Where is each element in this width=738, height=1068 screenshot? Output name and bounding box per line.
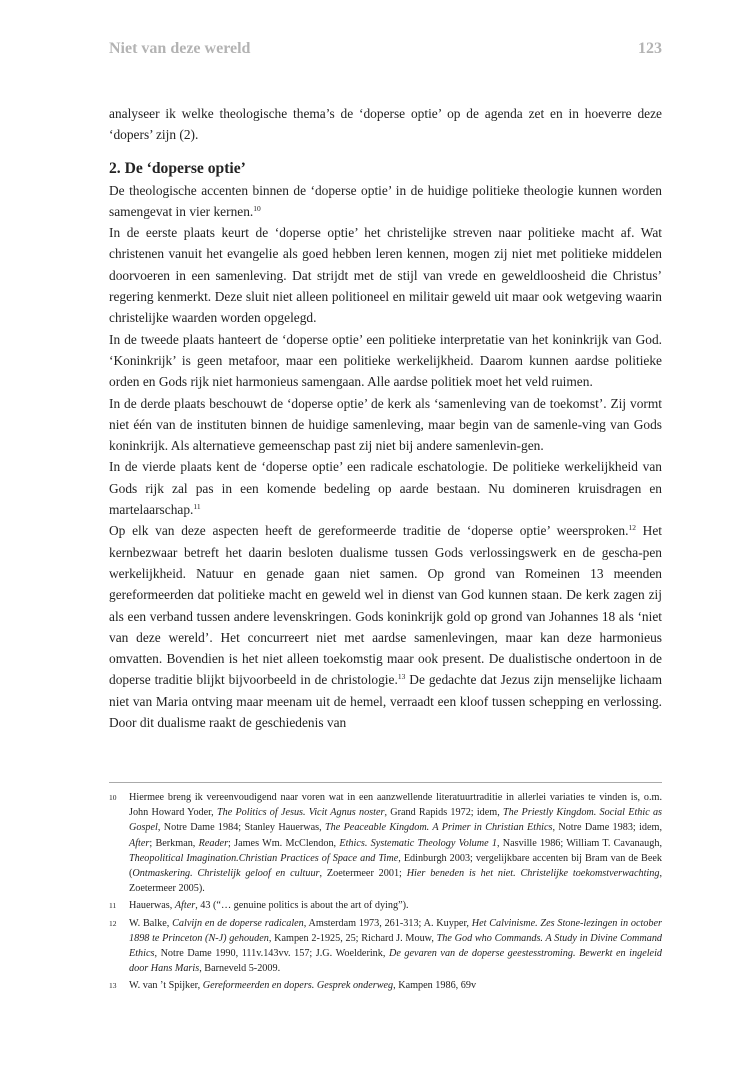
paragraph-1-text: De theologische accenten binnen de ‘doperse optie’ in de huidige politieke theologie kunnen worden samengevat in vier kernen.: [109, 182, 662, 219]
paragraph-6-text-b: Het kernbezwaar betreft het daarin besloten dualisme tussen Gods verlossingswerk en de gescha-pen werkelijkheid. Natuur en genade gaan niet samen. Op grond van Romeinen 13 meenden gereformeerden dat politieke macht en geweld wel in dienst van God kunnen staan. De kerk zagen zij als een verband tussen andere levenskringen. Gods koninkrijk gold op grond van Johannes 18 als ‘niet van deze wereld’. Het concurreert niet met aardse samenlevingen, maar kan deze harmonieus omvatten. Bovendien is het niet alleen toekomstig maar ook present. De dualistische ondertoon in de doperse traditie blijkt bijvoorbeeld in de christologie.: [109, 523, 662, 688]
footnote-divider: [109, 782, 662, 783]
footnote-number: 12: [109, 918, 117, 928]
footnote-number: 13: [109, 981, 117, 991]
footnote-text: W. van ’t Spijker,: [129, 980, 203, 992]
footnote-number: 10: [109, 793, 117, 802]
book-title: The God who Commands. A Study in Divine Command Ethics: [129, 932, 663, 960]
footnote-ref-11[interactable]: 11: [193, 502, 201, 512]
footnote-text: , Kampen 1986, 69v: [393, 980, 477, 992]
footnote-ref-10[interactable]: 10: [253, 203, 261, 213]
running-header: [109, 40, 662, 62]
footnote-text: ; Berkman,: [149, 837, 199, 849]
footnote-text: , Barneveld 5-2009.: [199, 963, 281, 975]
book-title: Calvijn en de doperse radicalen: [172, 917, 304, 929]
book-title: The Priestly Kingdom. Social Ethic as Gospel: [129, 807, 662, 834]
footnote-text: ; James Wm. McClendon,: [228, 837, 340, 849]
book-title: Het Calvinisme. Zes Stone-lezingen in october 1898 te Princeton (N-J) gehouden: [129, 917, 662, 944]
footnote-text: , Nasville 1986; William T. Cavanaugh,: [497, 837, 662, 849]
paragraph-4: In de derde plaats beschouwt de ‘doperse optie’ de kerk als ‘samenleving van de toekomst’. Zij vormt niet één van de instituten binnen de huidige samenleving, maar begin van de samenle-ving van Gods koninkrijk. Als alternatieve gemeenschap past zij niet bij andere samenlevin-gen.: [109, 395, 662, 454]
footnote-text: , Notre Dame 1984; Stanley Hauerwas,: [157, 822, 325, 834]
book-title: The Peaceable Kingdom. A Primer in Christian Ethics: [324, 822, 553, 834]
book-title: The Politics of Jesus. Vicit Agnus noster: [216, 807, 385, 819]
book-title: Reader: [198, 837, 229, 849]
book-title: Gereformeerden en dopers. Gesprek onderweg: [202, 980, 394, 992]
paragraph-2: In de eerste plaats keurt de ‘doperse optie’ het christelijke streven naar politieke macht af. Wat christenen vanuit het evangelie als goed hebben leren kennen, mogen zij niet met politieke middelen doorvoeren in een samenleving. Dat strijdt met de stijl van vrede en geweldloosheid die Christus’ regering kenmerkt. Deze sluit niet alleen politioneel en militair geweld uit maar ook wetgeving waarin christelijke waarden worden opgelegd.: [109, 225, 662, 326]
footnote-13: [109, 978, 662, 993]
book-title: After: [174, 900, 196, 912]
running-title: Niet van deze wereld: [109, 40, 251, 57]
footnote-text: , Amsterdam 1973, 261-313; A. Kuyper,: [303, 917, 472, 929]
page-number: 123: [638, 40, 662, 57]
footnote-11: [109, 898, 662, 913]
footnote-ref-12[interactable]: 12: [628, 523, 636, 533]
paragraph-3: In de tweede plaats hanteert de ‘doperse optie’ een politieke interpretatie van het koninkrijk van God. ‘Koninkrijk’ is geen metafoor, maar een politieke werkelijkheid. Daarom kunnen aardse politieke orden en Gods rijk niet harmonieus samengaan. Alle aardse politiek moet het veld ruimen.: [109, 331, 662, 390]
paragraph-5: [109, 456, 662, 520]
footnote-text: , Zoetermeer 2005).: [129, 868, 662, 895]
paragraph-6: [109, 520, 662, 733]
paragraph-6-text-a: Op elk van deze aspecten heeft de gereformeerde traditie de ‘doperse optie’ weersproken.: [109, 523, 629, 539]
intro-paragraph: analyseer ik welke theologische thema’s de ‘doperse optie’ op de agenda zet en in hoeverre deze ‘dopers’ zijn (2).: [109, 106, 662, 143]
footnote-text: Hiermee breng ik vereenvoudigend naar voren wat in een aanzwellende literatuurtraditie in allerlei variaties te vinden is, o.m. John Howard Yoder,: [129, 792, 662, 819]
footnote-12: [109, 916, 662, 977]
main-text: [109, 103, 662, 733]
book-title: Hier beneden is het niet. Christelijke toekomstverwachting: [406, 868, 660, 880]
footnote-text: , Zoetermeer 2001;: [319, 868, 407, 880]
paragraph-5-text: In de vierde plaats kent de ‘doperse optie’ een radicale eschatologie. De politieke werkelijkheid van Gods rijk zal pas in een komende bedeling op aarde bestaan. Nu domineren kruisdragen en martelaarschap.: [109, 459, 662, 518]
footnote-text: , Notre Dame 1990, 111v.143vv. 157; J.G. Woelderink,: [154, 948, 389, 960]
paragraph-6-text-c: De gedachte dat Jezus zijn menselijke lichaam niet van Maria ontving maar meenam uit de hemel, verraadt een kloof tussen schepping en verlossing. Door dit dualisme raakt de geschiedenis van: [109, 672, 662, 731]
footnote-text: , Grand Rapids 1972; idem,: [384, 807, 503, 819]
book-title: Theopolitical Imagination.Christian Practices of Space and Time: [129, 852, 399, 864]
book-title: Ontmaskering. Christelijk geloof en cultuur: [132, 868, 320, 880]
footnotes: [109, 790, 662, 996]
book-title: After: [129, 837, 150, 849]
book-title: Ethics. Systematic Theology Volume 1: [339, 837, 497, 849]
footnote-text: , Notre Dame 1983; idem,: [552, 822, 662, 834]
footnote-text: , Edinburgh 2003; vergelijkbare accenten bij Bram van de Beek (: [129, 852, 662, 880]
footnote-text: Hauerwas,: [129, 900, 175, 912]
section-heading: 2. De ‘doperse optie’: [109, 159, 246, 177]
footnote-text: , 43 (“… genuine politics is about the art of dying”).: [195, 900, 409, 912]
paragraph-1: [109, 180, 662, 223]
footnote-10: [109, 790, 662, 896]
footnote-text: W. Balke,: [129, 917, 173, 929]
book-title: De gevaren van de doperse geestesstroming. Bewerkt en ingeleid door Hans Maris: [129, 948, 662, 975]
footnote-ref-13[interactable]: 13: [397, 672, 406, 682]
footnote-number: 11: [109, 901, 117, 911]
footnote-text: , Kampen 2-1925, 25; Richard J. Mouw,: [268, 932, 437, 944]
